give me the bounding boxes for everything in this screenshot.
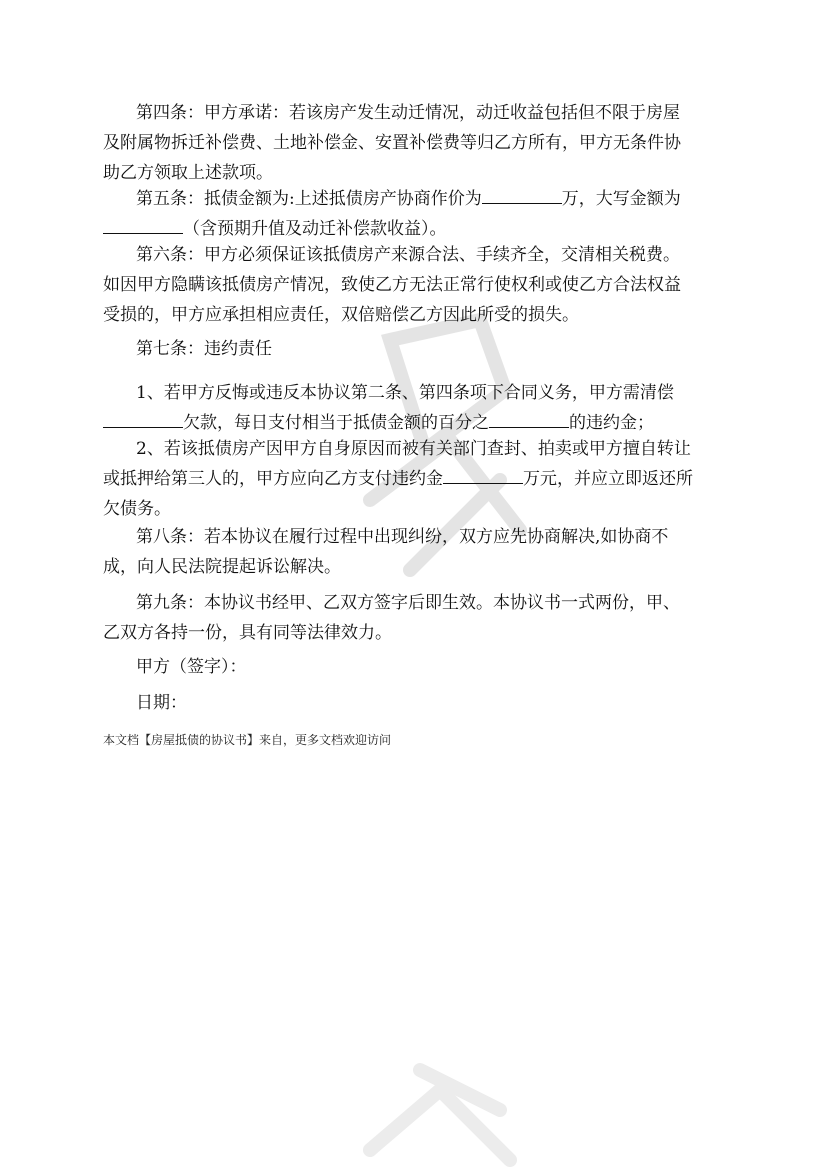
- debt-amount-blank[interactable]: [103, 427, 183, 428]
- clause-1-line-1: 1、若甲方反悔或违反本协议第二条、第四条项下合同义务，甲方需清偿: [136, 383, 674, 403]
- article-5-text-b: 万，大写金额为: [561, 189, 681, 209]
- article-6-line-1: 第六条：甲方必须保证该抵债房产来源合法、手续齐全，交清相关税费。: [136, 245, 680, 265]
- penalty-percent-blank[interactable]: [489, 427, 569, 428]
- article-4-line-3: 助乙方领取上述款项。: [103, 163, 273, 183]
- article-7-title-text: 第七条：违约责任: [136, 339, 272, 359]
- amount-blank[interactable]: [482, 203, 562, 204]
- source-footer-note: 本文档【房屋抵债的协议书】来自，更多文档欢迎访问: [103, 733, 392, 747]
- clause-2-text-b: 万元，并应立即返还所: [523, 469, 693, 489]
- article-9-line-1: 第九条：本协议书经甲、乙双方签字后即生效。本协议书一式两份，甲、: [136, 593, 680, 613]
- signature-date-label: 日期：: [136, 693, 187, 713]
- article-5-text-a: 第五条：抵债金额为:上述抵债房产协商作价为: [136, 189, 482, 209]
- article-6-line-2: 如因甲方隐瞒该抵债房产情况，致使乙方无法正常行使权利或使乙方合法权益: [103, 275, 681, 295]
- clause-2-line-3: 欠债务。: [103, 499, 171, 519]
- article-8-line-2: 成，向人民法院提起诉讼解决。: [103, 557, 341, 577]
- article-7-title: [103, 334, 733, 364]
- signature-party-a-label: 甲方（签字）：: [136, 657, 247, 677]
- article-5: [103, 184, 733, 244]
- article-4-line-1: 第四条：甲方承诺：若该房产发生动迁情况，动迁收益包括但不限于房屋: [136, 103, 680, 123]
- clause-2-line-2: [103, 464, 733, 494]
- clause-1-text-c: 的违约金；: [569, 413, 654, 433]
- clause-2-line-1: 2、若该抵债房产因甲方自身原因而被有关部门查封、拍卖或甲方擅自转让: [136, 439, 691, 459]
- article-8: [103, 522, 733, 582]
- article-6-line-3: 受损的，甲方应承担相应责任，双倍赔偿乙方因此所受的损失。: [103, 305, 579, 325]
- clause-1-text-b: 欠款，每日支付相当于抵债金额的百分之: [183, 413, 489, 433]
- signature-party-a: [103, 652, 733, 682]
- watermark-graphic-bottom: [330, 1050, 550, 1174]
- article-8-line-1: 第八条：若本协议在履行过程中出现纠纷，双方应先协商解决,如协商不: [136, 527, 669, 547]
- clause-1: [103, 378, 733, 438]
- article-4: [103, 98, 733, 188]
- clause-2-text-a: 或抵押给第三人的，甲方应向乙方支付违约金: [103, 469, 443, 489]
- clause-2: [103, 434, 733, 524]
- article-9-line-2: 乙双方各持一份，具有同等法律效力。: [103, 623, 392, 643]
- article-4-line-2: 及附属物拆迁补偿费、土地补偿金、安置补偿费等归乙方所有，甲方无条件协: [103, 133, 681, 153]
- article-5-line-1: [103, 184, 733, 214]
- article-5-text-c: （含预期升值及动迁补偿款收益）。: [183, 219, 447, 239]
- signature-date: [103, 688, 733, 718]
- penalty-amount-blank[interactable]: [443, 483, 523, 484]
- amount-in-words-blank[interactable]: [103, 233, 183, 234]
- article-6: [103, 240, 733, 330]
- article-9: [103, 588, 733, 648]
